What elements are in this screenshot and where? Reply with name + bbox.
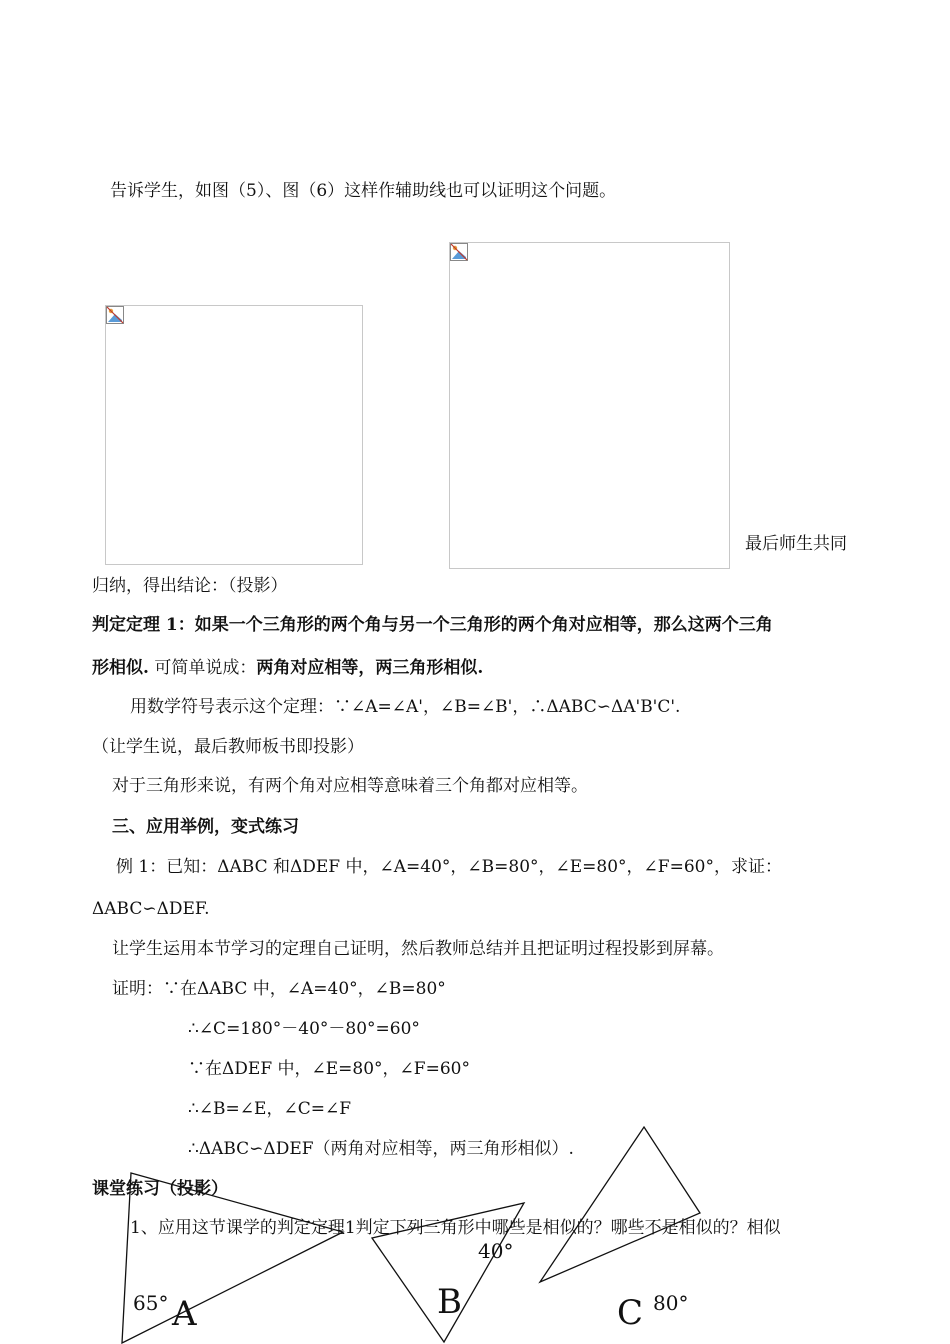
let-student-text: （让学生说，最后教师板书即投影） [92, 737, 364, 757]
proof-line: 证明：∵在ΔABC 中，∠A=40°，∠B=80° [112, 979, 446, 999]
conclusion-head-text: 归纳，得出结论：（投影） [92, 576, 288, 596]
student-prove-text: 让学生运用本节学习的定理自己证明，然后教师总结并且把证明过程投影到屏幕。 [112, 939, 724, 959]
angle-label-b: 40° [478, 1239, 514, 1263]
theorem-line-2-normal: 可简单说成： [154, 658, 257, 678]
angle-label-c: 80° [653, 1291, 689, 1315]
practice-title: 课堂练习（投影） [92, 1179, 228, 1199]
theorem-line-2-bold2: 两角对应相等，两三角形相似. [256, 658, 484, 678]
label-b: B [437, 1282, 462, 1322]
proof-line: ∴∠B=∠E，∠C=∠F [188, 1099, 351, 1119]
example-1-text: 例 1：已知：ΔABC 和ΔDEF 中，∠A=40°，∠B=80°，∠E=80°，∠F=60°，求证： [116, 857, 782, 877]
theorem-line-1: 判定定理 1：如果一个三角形的两个角与另一个三角形的两个角对应相等，那么这两个三角 [92, 615, 773, 635]
section-3-heading: 三、应用举例，变式练习 [112, 817, 299, 837]
theorem-line-2-bold: 形相似. [92, 658, 149, 678]
proof-line: ∵在ΔDEF 中，∠E=80°，∠F=60° [188, 1059, 470, 1079]
intro-text: 告诉学生，如图（5）、图（6）这样作辅助线也可以证明这个问题。 [110, 181, 617, 201]
proof-line: ∴ΔABC∽ΔDEF（两角对应相等，两三角形相似）. [188, 1139, 574, 1159]
conclusion-tail-text: 最后师生共同 [745, 534, 847, 554]
triangle-note-text: 对于三角形来说，有两个角对应相等意味着三个角都对应相等。 [112, 776, 588, 796]
triangle-a [122, 1173, 343, 1343]
practice-question-1: 1、应用这节课学的判定定理1判定下列三角形中哪些是相似的？哪些不是相似的？相似 [130, 1218, 781, 1238]
angle-label-a: 65° [133, 1291, 169, 1315]
example-1-continuation: ΔABC∽ΔDEF. [92, 899, 210, 919]
triangle-c [540, 1127, 700, 1282]
proof-line: ∴∠C=180°－40°－80°=60° [188, 1019, 420, 1039]
label-c: C [617, 1293, 644, 1333]
label-a: A [172, 1294, 197, 1334]
symbol-line: 用数学符号表示这个定理：∵∠A=∠A'，∠B=∠B'，∴ΔABC∽ΔA'B'C'. [130, 697, 681, 717]
